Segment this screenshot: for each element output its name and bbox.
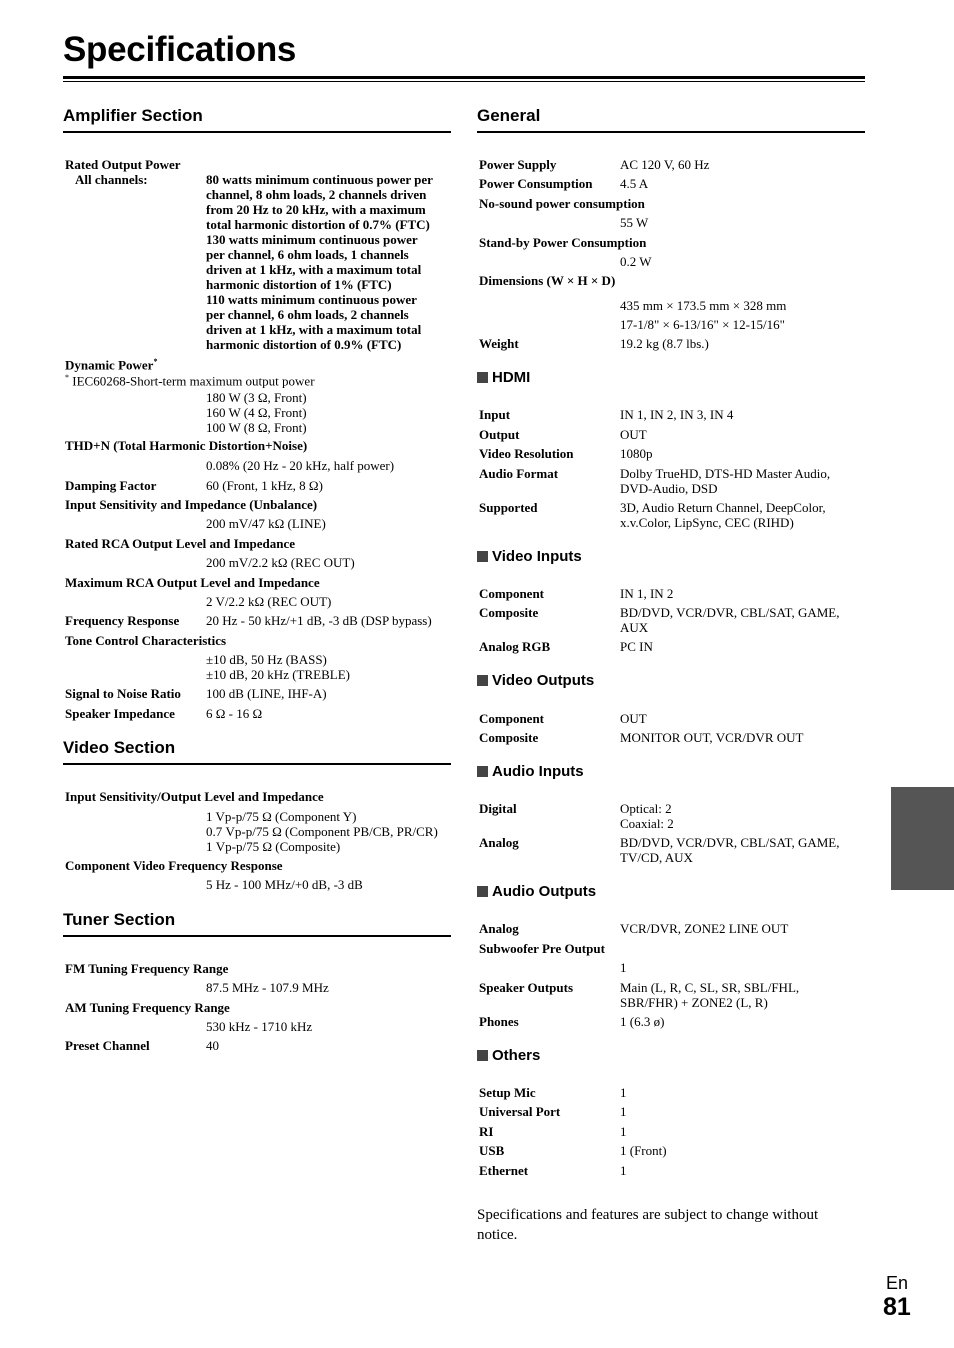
usb-label: USB: [479, 1143, 505, 1158]
thd-label: THD+N (Total Harmonic Distortion+Noise): [65, 438, 308, 453]
title-rule: [63, 76, 865, 79]
am-range-label: AM Tuning Frequency Range: [65, 1000, 230, 1015]
universal-port-value: 1: [620, 1104, 627, 1119]
audio-in-digital-label: Digital: [479, 801, 517, 816]
video-section-heading: Video Section: [63, 738, 451, 765]
damping-label: Damping Factor: [65, 478, 157, 493]
freq-response-label: Frequency Response: [65, 613, 180, 628]
audio-in-analog-label: Analog: [479, 835, 519, 850]
hdmi-output-value: OUT: [620, 427, 647, 442]
input-sensitivity-value: 200 mV/47 kΩ (LINE): [206, 516, 326, 531]
general-section-heading: General: [477, 106, 865, 133]
phones-label: Phones: [479, 1014, 519, 1029]
section-tab: [891, 787, 954, 890]
page-title: Specifications: [63, 30, 297, 69]
dimensions-label: Dimensions (W × H × D): [479, 273, 616, 288]
speaker-impedance-value: 6 Ω - 16 Ω: [206, 706, 263, 721]
tone-control-label: Tone Control Characteristics: [65, 633, 227, 648]
hdmi-supported-label: Supported: [479, 500, 538, 515]
video-in-component-value: IN 1, IN 2: [620, 586, 674, 601]
fm-range-label: FM Tuning Frequency Range: [65, 961, 229, 976]
snr-value: 100 dB (LINE, IHF-A): [206, 686, 327, 701]
subwoofer-value: 1: [620, 960, 627, 975]
square-bullet-icon: [477, 1050, 488, 1061]
hdmi-audio-format-label: Audio Format: [479, 466, 559, 481]
audio-outputs-heading: Audio Outputs: [477, 883, 596, 900]
square-bullet-icon: [477, 766, 488, 777]
preset-channel-label: Preset Channel: [65, 1038, 150, 1053]
video-in-composite-label: Composite: [479, 605, 539, 620]
square-bullet-icon: [477, 372, 488, 383]
usb-value: 1 (Front): [620, 1143, 667, 1158]
power-supply-label: Power Supply: [479, 157, 557, 172]
video-io-value: 1 Vp-p/75 Ω (Component Y) 0.7 Vp-p/75 Ω (Component PB/CB, PR/CR) 1 Vp-p/75 Ω (Composite): [206, 809, 438, 854]
setup-mic-value: 1: [620, 1085, 627, 1100]
title-rule-thin: [63, 81, 865, 82]
no-sound-label: No-sound power consumption: [479, 196, 645, 211]
component-freq-value: 5 Hz - 100 MHz/+0 dB, -3 dB: [206, 877, 363, 892]
max-rca-value: 2 V/2.2 kΩ (REC OUT): [206, 594, 332, 609]
weight-label: Weight: [479, 336, 519, 351]
hdmi-heading: HDMI: [477, 369, 530, 386]
video-out-composite-value: MONITOR OUT, VCR/DVR OUT: [620, 730, 804, 745]
audio-out-analog-value: VCR/DVR, ZONE2 LINE OUT: [620, 921, 789, 936]
no-sound-value: 55 W: [620, 215, 649, 230]
square-bullet-icon: [477, 886, 488, 897]
square-bullet-icon: [477, 675, 488, 686]
speaker-outputs-value: Main (L, R, C, SL, SR, SBL/FHL, SBR/FHR) + ZONE2 (L, R): [620, 980, 800, 1010]
freq-response-value: 20 Hz - 50 kHz/+1 dB, -3 dB (DSP bypass): [206, 613, 432, 628]
video-in-composite-value: BD/DVD, VCR/DVR, CBL/SAT, GAME, AUX: [620, 605, 840, 635]
power-supply-value: AC 120 V, 60 Hz: [620, 157, 710, 172]
hdmi-audio-format-value: Dolby TrueHD, DTS-HD Master Audio, DVD-Audio, DSD: [620, 466, 831, 496]
audio-in-analog-value: BD/DVD, VCR/DVR, CBL/SAT, GAME, TV/CD, AUX: [620, 835, 840, 865]
speaker-outputs-label: Speaker Outputs: [479, 980, 574, 995]
phones-value: 1 (6.3 ø): [620, 1014, 665, 1029]
hdmi-supported-value: 3D, Audio Return Channel, DeepColor, x.v.Color, LipSync, CEC (RIHD): [620, 500, 826, 530]
audio-out-analog-label: Analog: [479, 921, 519, 936]
square-bullet-icon: [477, 551, 488, 562]
hdmi-input-label: Input: [479, 407, 511, 422]
ri-label: RI: [479, 1124, 494, 1139]
video-in-component-label: Component: [479, 586, 545, 601]
fm-range-value: 87.5 MHz - 107.9 MHz: [206, 980, 329, 995]
video-out-composite-label: Composite: [479, 730, 539, 745]
power-consumption-label: Power Consumption: [479, 176, 593, 191]
snr-label: Signal to Noise Ratio: [65, 686, 181, 701]
am-range-value: 530 kHz - 1710 kHz: [206, 1019, 313, 1034]
speaker-impedance-label: Speaker Impedance: [65, 706, 175, 721]
tone-control-value: ±10 dB, 50 Hz (BASS) ±10 dB, 20 kHz (TREBLE): [206, 652, 350, 682]
rca-output-label: Rated RCA Output Level and Impedance: [65, 536, 296, 551]
video-out-component-label: Component: [479, 711, 545, 726]
thd-value: 0.08% (20 Hz - 20 kHz, half power): [206, 458, 395, 473]
ri-value: 1: [620, 1124, 627, 1139]
preset-channel-value: 40: [206, 1038, 219, 1053]
video-in-analog-rgb-label: Analog RGB: [479, 639, 551, 654]
video-in-analog-rgb-value: PC IN: [620, 639, 653, 654]
damping-value: 60 (Front, 1 kHz, 8 Ω): [206, 478, 323, 493]
ethernet-label: Ethernet: [479, 1163, 529, 1178]
rated-output-label: Rated Output Power: [65, 157, 181, 172]
video-outputs-heading: Video Outputs: [477, 672, 594, 689]
amplifier-section-heading: Amplifier Section: [63, 106, 451, 133]
dynamic-power-note: * IEC60268-Short-term maximum output power: [65, 373, 315, 389]
component-freq-label: Component Video Frequency Response: [65, 858, 283, 873]
audio-inputs-heading: Audio Inputs: [477, 763, 584, 780]
input-sensitivity-label: Input Sensitivity and Impedance (Unbalance): [65, 497, 318, 512]
setup-mic-label: Setup Mic: [479, 1085, 536, 1100]
page-number: 81: [883, 1293, 911, 1321]
hdmi-input-value: IN 1, IN 2, IN 3, IN 4: [620, 407, 734, 422]
power-consumption-value: 4.5 A: [620, 176, 649, 191]
max-rca-label: Maximum RCA Output Level and Impedance: [65, 575, 320, 590]
dynamic-power-label: Dynamic Power*: [65, 357, 158, 373]
rca-output-value: 200 mV/2.2 kΩ (REC OUT): [206, 555, 355, 570]
dimensions-value: 435 mm × 173.5 mm × 328 mm 17-1/8" × 6-13/16" × 12-15/16": [620, 298, 787, 332]
ethernet-value: 1: [620, 1163, 627, 1178]
video-io-label: Input Sensitivity/Output Level and Impedance: [65, 789, 324, 804]
standby-label: Stand-by Power Consumption: [479, 235, 647, 250]
page-language: En: [886, 1273, 909, 1293]
audio-in-digital-value: Optical: 2 Coaxial: 2: [620, 801, 674, 831]
hdmi-resolution-value: 1080p: [620, 446, 653, 461]
hdmi-resolution-label: Video Resolution: [479, 446, 574, 461]
hdmi-output-label: Output: [479, 427, 520, 442]
video-out-component-value: OUT: [620, 711, 647, 726]
others-heading: Others: [477, 1047, 540, 1064]
rated-output-value: 80 watts minimum continuous power per channel, 8 ohm loads, 2 channels driven from 20 Hz to 20 kHz, with a maximum total harmonic distortion of 0.7% (FTC) 130 watts minimum continuous power per channel, 6 ohm loads, 1 channels driven at 1 kHz, with a maximum total harmonic distortion of 1% (FTC) 110 watts minimum continuous power per channel, 6 ohm loads, 2 channels driven at 1 kHz, with a maximum total harmonic distortion of 0.9% (FTC): [206, 172, 433, 352]
universal-port-label: Universal Port: [479, 1104, 561, 1119]
subwoofer-label: Subwoofer Pre Output: [479, 941, 605, 956]
all-channels-label: All channels:: [75, 172, 148, 187]
video-inputs-heading: Video Inputs: [477, 548, 582, 565]
footer-note: Specifications and features are subject to change without notice.: [477, 1207, 819, 1243]
weight-value: 19.2 kg (8.7 lbs.): [620, 336, 709, 351]
dynamic-power-value: 180 W (3 Ω, Front) 160 W (4 Ω, Front) 100 W (8 Ω, Front): [206, 390, 307, 435]
standby-value: 0.2 W: [620, 254, 652, 269]
tuner-section-heading: Tuner Section: [63, 910, 451, 937]
